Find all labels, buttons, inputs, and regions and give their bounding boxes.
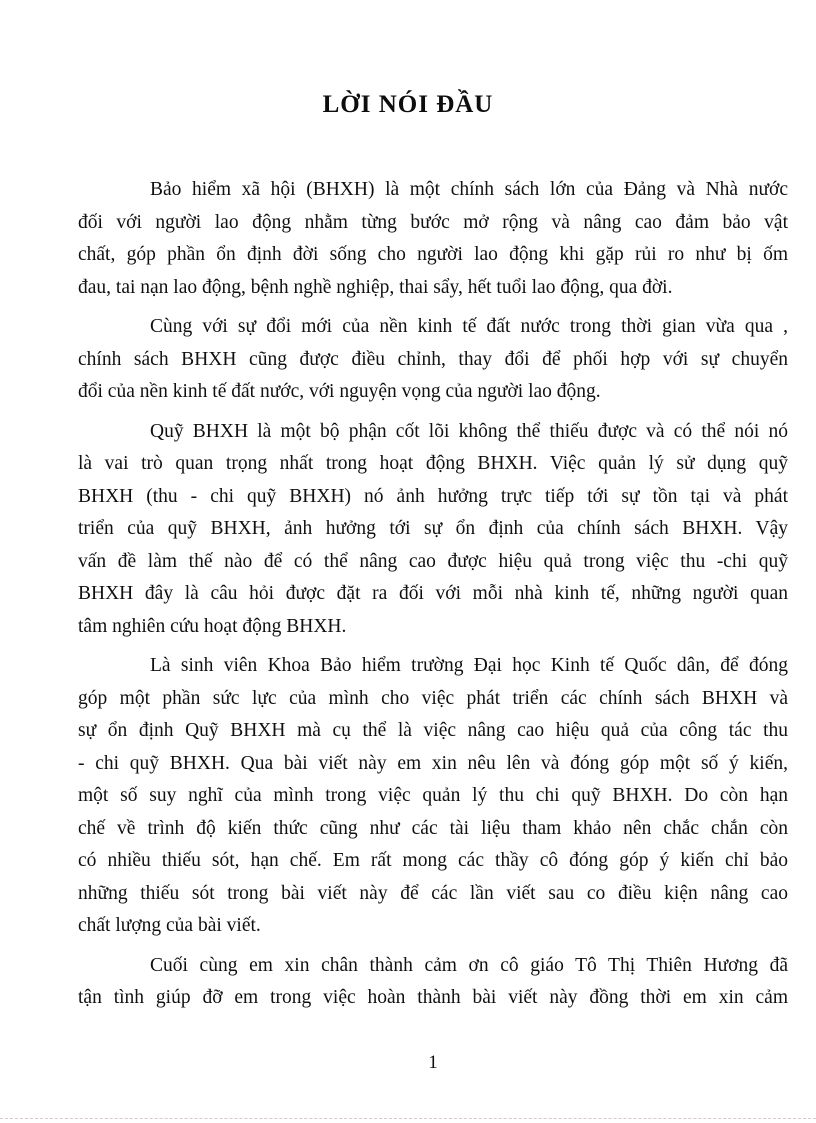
text-line: góp một phần sức lực của mình cho việc phát triển các chính sách BHXH và [78,687,788,709]
text-line: chất, góp phần ổn định đời sống cho người lao động khi gặp rủi ro như bị ốm [78,244,788,265]
text-line: Cùng với sự đổi mới của nền kinh tế đất nước trong thời gian vừa qua , [150,316,788,337]
paragraph-4 [78,650,788,943]
text-line: chế về trình độ kiến thức cũng như các tài liệu tham khảo nên chắc chắn còn [78,817,788,839]
text-line: triển của quỹ BHXH, ảnh hưởng tới sự ổn định của chính sách BHXH. Vậy [78,518,788,539]
text-line: sự ổn định Quỹ BHXH mà cụ thể là việc nâng cao hiệu quả của công tác thu [78,720,788,741]
paragraph-1 [78,174,788,304]
text-line: những thiếu sót trong bài viết này để các lần viết sau co điều kiện nâng cao [78,882,788,904]
paragraph-2 [78,311,788,409]
text-line: tâm nghiên cứu hoạt động BHXH. [78,615,347,637]
text-line: - chi quỹ BHXH. Qua bài viết này em xin nêu lên và đóng góp một số ý kiến, [78,752,788,774]
text-line: Là sinh viên Khoa Bảo hiểm trường Đại học Kinh tế Quốc dân, để đóng [150,655,788,676]
text-line: Bảo hiểm xã hội (BHXH) là một chính sách lớn của Đảng và Nhà nước [150,179,788,200]
document-body [0,174,816,1015]
text-line: Quỹ BHXH là một bộ phận cốt lõi không thể thiếu được và có thể nói nó [150,420,788,442]
text-line: BHXH (thu - chi quỹ BHXH) nó ảnh hưởng trực tiếp tới sự tồn tại và phát [78,485,788,507]
text-line: đau, tai nạn lao động, bệnh nghề nghiệp, thai sẩy, hết tuổi lao động, qua đời. [78,276,673,298]
page-number: 1 [428,1051,438,1073]
text-line: tận tình giúp đỡ em trong việc hoàn thành bài viết này đồng thời em xin cảm [78,987,788,1008]
page-boundary-dashed-line [0,1118,816,1119]
page-footer [0,1047,816,1080]
text-line: BHXH đây là câu hỏi được đặt ra đối với mỗi nhà kinh tế, những người quan [78,583,788,604]
text-line: chính sách BHXH cũng được điều chỉnh, thay đổi để phối hợp với sự chuyển [78,348,788,370]
text-line: đối với người lao động nhằm từng bước mở rộng và nâng cao đảm bảo vật [78,211,788,233]
text-line: đổi của nền kinh tế đất nước, với nguyện vọng của người lao động. [78,381,601,402]
text-line: chất lượng của bài viết. [78,915,261,936]
text-line: là vai trò quan trọng nhất trong hoạt động BHXH. Việc quản lý sử dụng quỹ [78,453,788,474]
text-line: Cuối cùng em xin chân thành cảm ơn cô giáo Tô Thị Thiên Hương đã [150,954,788,976]
text-line: có nhiều thiếu sót, hạn chế. Em rất mong các thầy cô đóng góp ý kiến chỉ bảo [78,850,788,871]
text-line: vấn đề làm thế nào để có thể nâng cao được hiệu quả trong việc thu -chi quỹ [78,550,788,572]
text-line: một số suy nghĩ của mình trong việc quản lý thu chi quỹ BHXH. Do còn hạn [78,785,788,806]
paragraph-3 [78,416,788,644]
page-title: LỜI NÓI ĐẦU [322,91,494,118]
paragraph-5 [78,950,788,1015]
